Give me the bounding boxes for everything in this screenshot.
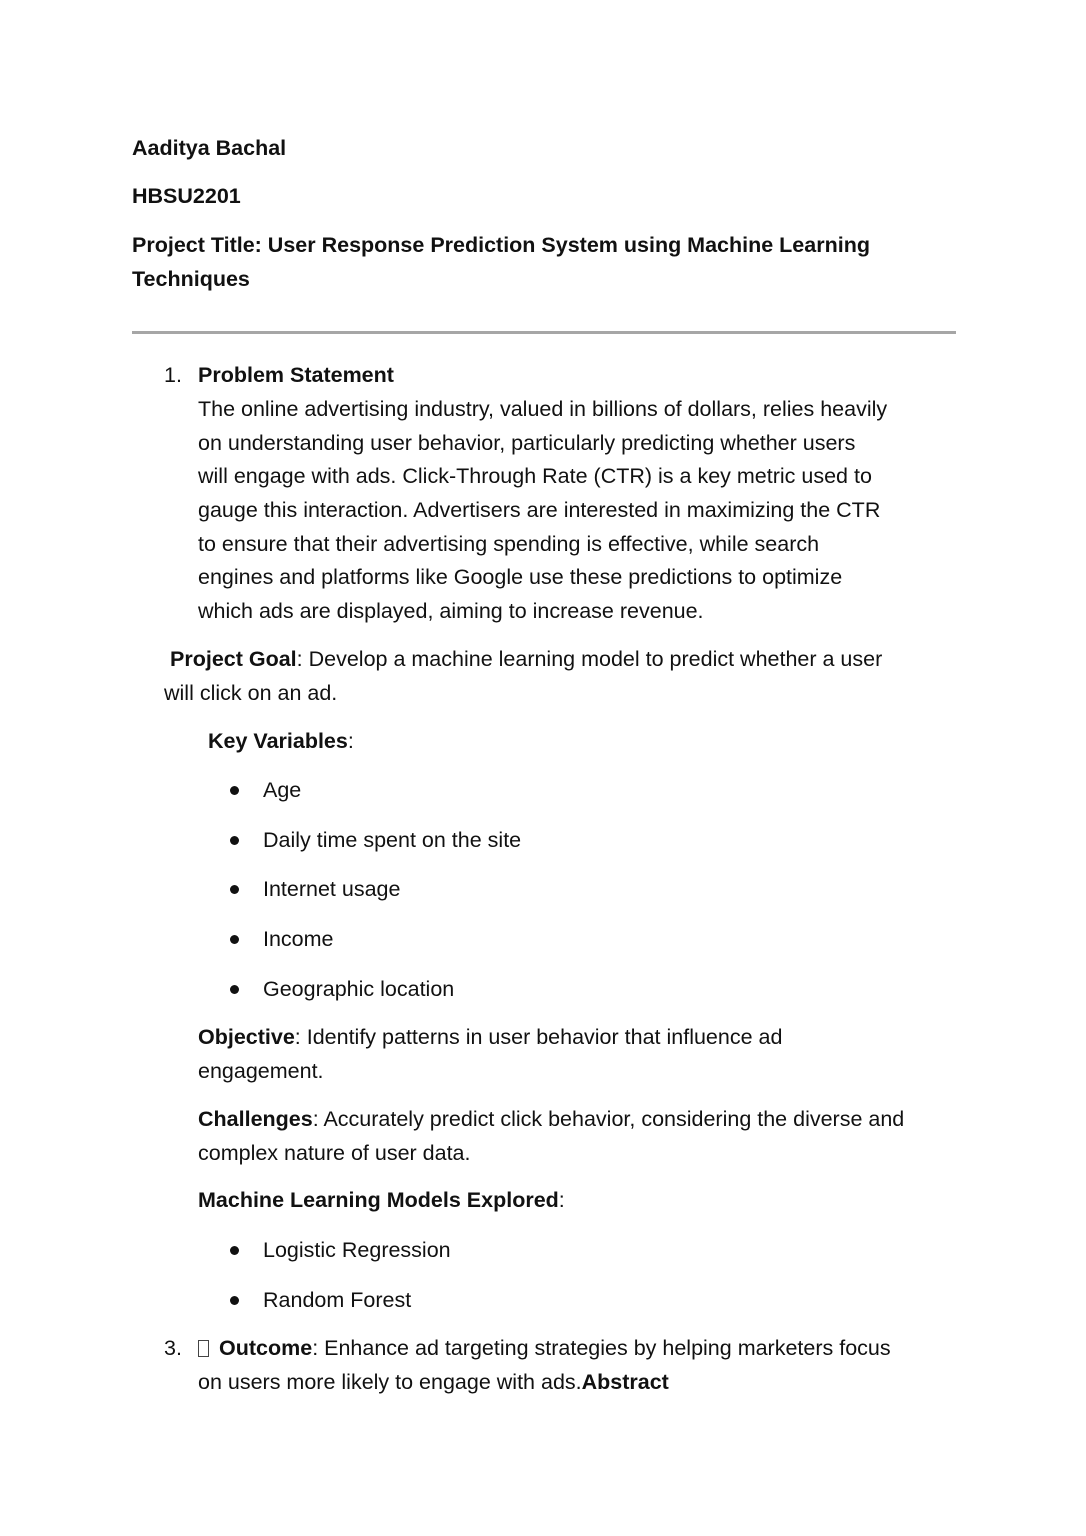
objective-line2: engagement. (198, 1059, 324, 1083)
key-variable-item: Daily time spent on the site (263, 828, 522, 852)
outcome-text-cont: on users more likely to engage with ads. (198, 1370, 582, 1394)
models-colon: : (558, 1188, 565, 1212)
section1-line: engines and platforms like Google use these predictions to optimize (198, 565, 843, 589)
section3-number: 3. (164, 1336, 182, 1360)
section1-line: to ensure that their advertising spending is effective, while search (198, 532, 820, 556)
abstract-label: Abstract (581, 1370, 669, 1394)
outcome-label: Outcome (219, 1336, 313, 1360)
key-variable-item: Internet usage (263, 877, 401, 901)
bullet-icon (230, 935, 239, 944)
key-variables-label: Key Variables (208, 729, 348, 753)
challenges-label: Challenges (198, 1107, 313, 1131)
section1-number: 1. (164, 363, 182, 387)
challenges-text: : Accurately predict click behavior, considering the diverse and (312, 1107, 905, 1131)
objective-line1 (198, 1020, 782, 1054)
horizontal-divider (132, 331, 956, 334)
section1-line: The online advertising industry, valued in billions of dollars, relies heavily (198, 397, 888, 421)
project-goal-line1 (170, 642, 882, 676)
student-code: HBSU2201 (132, 184, 241, 208)
project-goal-label: Project Goal (170, 647, 297, 671)
key-variable-item: Age (263, 778, 302, 802)
section1-line: on understanding user behavior, particularly predicting whether users (198, 431, 856, 455)
project-title-line2: Techniques (132, 267, 250, 291)
outcome-text: : Enhance ad targeting strategies by helping marketers focus (312, 1336, 891, 1360)
author-name: Aaditya Bachal (132, 136, 287, 160)
key-variables-heading (208, 724, 354, 758)
bullet-icon (230, 885, 239, 894)
outcome-line1 (198, 1331, 891, 1365)
project-title-line1: Project Title: User Response Prediction System using Machine Learning (132, 233, 870, 257)
section1-line: gauge this interaction. Advertisers are interested in maximizing the CTR (198, 498, 881, 522)
section1-line: which ads are displayed, aiming to increase revenue. (198, 599, 704, 623)
bullet-icon (230, 1296, 239, 1305)
model-item: Random Forest (263, 1288, 412, 1312)
project-goal-line2: will click on an ad. (164, 681, 338, 705)
models-label: Machine Learning Models Explored (198, 1188, 559, 1212)
section1-heading: Problem Statement (198, 363, 394, 387)
model-item: Logistic Regression (263, 1238, 451, 1262)
key-variables-colon: : (347, 729, 354, 753)
key-variable-item: Income (263, 927, 334, 951)
challenges-line2: complex nature of user data. (198, 1141, 471, 1165)
bullet-icon (230, 786, 239, 795)
key-variable-item: Geographic location (263, 977, 455, 1001)
project-goal-text: : Develop a machine learning model to predict whether a user (296, 647, 883, 671)
bullet-icon (230, 1246, 239, 1255)
bullet-icon (230, 836, 239, 845)
challenges-line1 (198, 1102, 904, 1136)
missing-glyph-icon (198, 1340, 209, 1357)
models-heading (198, 1183, 565, 1217)
outcome-line2 (198, 1365, 669, 1399)
section1-line: will engage with ads. Click-Through Rate (CTR) is a key metric used to (198, 464, 872, 488)
objective-text: : Identify patterns in user behavior that influence ad (294, 1025, 783, 1049)
bullet-icon (230, 985, 239, 994)
objective-label: Objective (198, 1025, 295, 1049)
